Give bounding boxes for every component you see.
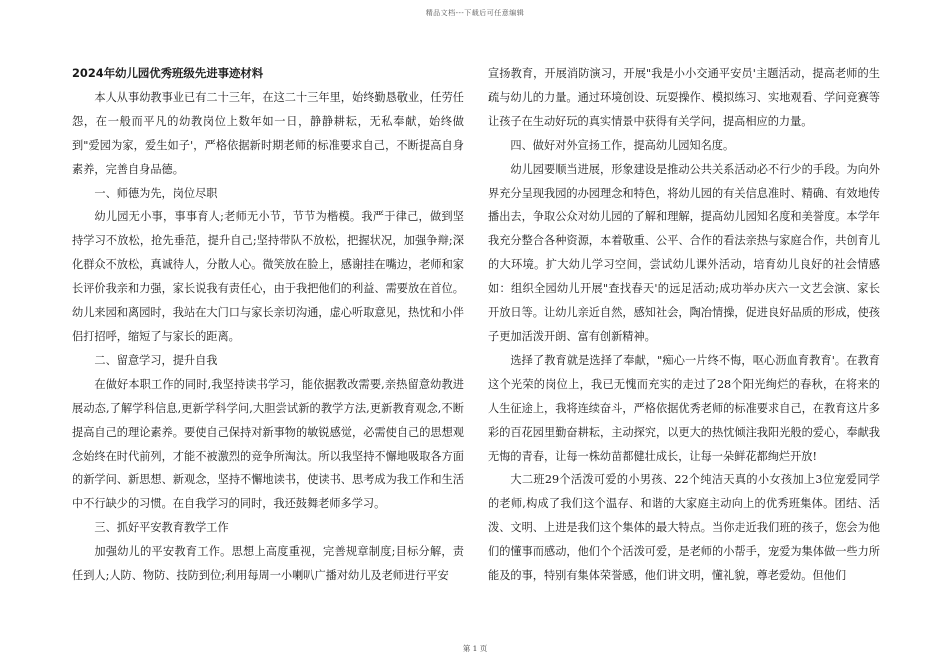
paragraph: 在做好本职工作的同时,我坚持读书学习，能依据教改需要,亲热留意幼教进展动态,了解学科信息,更新学科学问,大胆尝试新的教学方法,更新教育观念,不断提高自己的理论素养。要使自己保持对新事物的敏锐感觉，必需使自己的思想观念始终在时代前列，才能不被激烈的竞争所淘汰。所以我坚持不懈地吸取各方面的新学问、新思想、新观念，坚持不懈地读书，使读书、思考成为我工作和生活中不行缺少的习惯。在自我学习的同时，我还鼓舞老师多学习。 — [72, 377, 464, 511]
paragraph: 选择了教育就是选择了奉献，"痴心一片终不悔，呕心沥血育教育'。在教育这个光荣的岗位上，我已无愧而充实的走过了28个阳光绚烂的春秋，在将来的人生征途上，我将连续奋斗，严格依据优秀老师的标准要求自己，在教育这片多彩的百花园里勤奋耕耘，主动探究，以更大的热忱倾注我阳光般的爱心，奉献我无悔的青春，让每一株幼苗都健壮成长，让每一朵鲜花都绚烂开放! — [488, 353, 880, 463]
page-footer: 第 1 页 — [462, 644, 488, 653]
paragraph: 幼儿园无小事，事事育人;老师无小节，节节为楷模。我严于律己，做到坚持学习不放松，抢先垂范，提升自己;坚持带队不放松，把握状况，加强争辩;深化群众不放松，真诚待人，分散人心。微笑放在脸上，感谢挂在嘴边，老师和家长评价我亲和力强，家长说我有责任心，由于我把他们的利益、需要放在首位。幼儿来园和离园时，我站在大门口与家长亲切沟通，虚心听取意见，热忱和小伴侣打招呼，缩短了与家长的距离。 — [72, 210, 464, 343]
paragraph: 幼儿园要顺当进展，形象建设是推动公共关系活动必不行少的手段。为向外界充分呈现我园的办园理念和特色，将幼儿园的有关信息准时、精确、有效地传播出去，争取公众对幼儿园的了解和理解，提高幼儿园知名度和美誉度。本学年我充分整合各种资源，本着敬重、公平、合作的看法亲热与家庭合作，共创育儿的大环境。扩大幼儿学习空间，尝试幼儿课外活动，培育幼儿良好的社会情感如：组织全园幼儿开展"查找春天'的远足活动;成功举办庆六一文艺会演、家长开放日等。让幼儿亲近自然，感知社会，陶冶情操，促进良好品质的形成，使孩子更加活泼开朗、富有创新精神。 — [488, 162, 880, 343]
page-header: 精品文档---下载后可任意编辑 — [425, 9, 525, 17]
right-column — [488, 62, 880, 588]
paragraph-continued: 宣扬教育，开展消防演习，开展"我是小小交通平安员'主题活动，提高老师的生疏与幼儿的力量。通过环境创设、玩耍操作、模拟练习、实地观看、学问竞赛等让孩子在生动好玩的真实情景中获得有关学问，提高相应的力量。 — [488, 67, 880, 128]
left-column — [72, 62, 464, 588]
section-heading: 一、师德为先，岗位尽职 — [94, 186, 218, 200]
paragraph: 加强幼儿的平安教育工作。思想上高度重视，完善规章制度;目标分解，责任到人;人防、物防、技防到位;利用每周一小喇叭广播对幼儿及老师进行平安 — [72, 545, 464, 583]
paragraph: 大二班29个活泼可爱的小男孩、22个纯洁天真的小女孩加上3位宠爱同学的老师,构成了我们这个温存、和谐的大家庭主动向上的优秀班集体。团结、活泼、文明、上进是我们这个集体的最大特点。当你走近我们班的孩子，您会为他们的懂事而感动，他们个个活泼可爱，是老师的小帮手，宠爱为集体做一些力所能及的事，特别有集体荣誉感，他们讲文明，懂礼貌，尊老爱幼。但他们 — [488, 473, 880, 583]
document-title: 2024年幼儿园优秀班级先进事迹材料 — [72, 66, 264, 80]
paragraph: 本人从事幼教事业已有二十三年，在这二十三年里，始终勤恳敬业，任劳任怨，在一般而平凡的幼教岗位上数年如一日，静静耕耘，无私奉献，始终做到"爱园为家，爱生如子'，严格依据新时期老师的标准要求自己，不断提高自身素养，完善自身品德。 — [72, 90, 464, 176]
section-heading: 三、抓好平安教育教学工作 — [94, 521, 229, 535]
section-heading: 二、留意学习，提升自我 — [94, 353, 218, 367]
section-heading: 四、做好对外宣扬工作，提高幼儿园知名度。 — [510, 138, 735, 152]
